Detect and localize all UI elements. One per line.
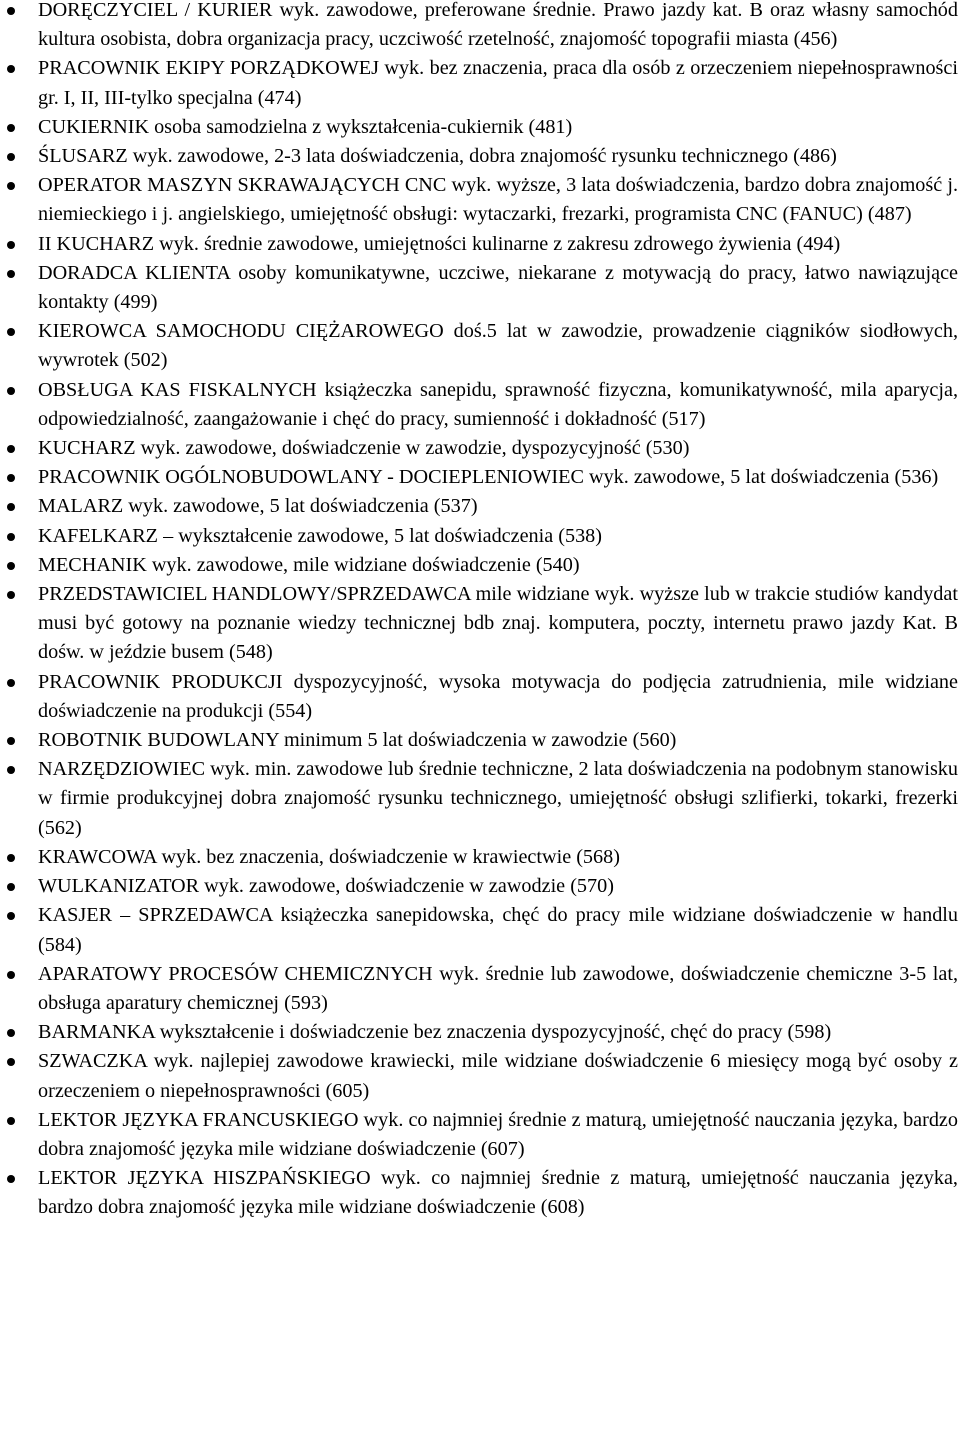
bullet-icon bbox=[7, 387, 15, 395]
list-item bbox=[0, 843, 960, 872]
job-description: wyk. bez znaczenia, praca dla osób z orzeczeniem niepełnosprawności gr. I, II, III-tylko specjalna (474) bbox=[38, 57, 958, 109]
bullet-icon bbox=[7, 241, 15, 249]
job-title: PRACOWNIK OGÓLNOBUDOWLANY - DOCIEPLENIOWIEC bbox=[38, 466, 584, 489]
list-item bbox=[0, 726, 960, 755]
bullet-icon bbox=[7, 1058, 15, 1066]
job-description: wyk. zawodowe, 5 lat doświadczenia (537) bbox=[123, 495, 478, 518]
list-item bbox=[0, 551, 960, 580]
job-description: wyk. najlepiej zawodowe krawiecki, mile widziane doświadczenie 6 miesięcy mogą być osoby z orzeczeniem o niepełnosprawności (605) bbox=[38, 1050, 958, 1102]
job-title: KUCHARZ bbox=[38, 437, 136, 460]
list-item bbox=[0, 755, 960, 843]
job-title: PRACOWNIK EKIPY PORZĄDKOWEJ bbox=[38, 57, 379, 80]
list-item bbox=[0, 0, 960, 54]
job-description: osoba samodzielna z wykształcenia-cukiernik (481) bbox=[149, 115, 573, 138]
job-title: KIEROWCA SAMOCHODU CIĘŻAROWEGO bbox=[38, 320, 444, 343]
list-item bbox=[0, 54, 960, 112]
job-description: wyk. bez znaczenia, doświadczenie w krawiectwie (568) bbox=[156, 845, 620, 868]
job-description: wyk. średnie zawodowe, umiejętności kulinarne z zakresu zdrowego żywienia (494) bbox=[154, 232, 841, 255]
list-item bbox=[0, 960, 960, 1018]
job-title: KAFELKARZ bbox=[38, 524, 159, 547]
job-description: – wykształcenie zawodowe, 5 lat doświadczenia (538) bbox=[158, 524, 602, 547]
job-title: LEKTOR JĘZYKA FRANCUSKIEGO bbox=[38, 1108, 359, 1131]
bullet-icon bbox=[7, 124, 15, 132]
list-item bbox=[0, 872, 960, 901]
bullet-icon bbox=[7, 503, 15, 511]
bullet-icon bbox=[7, 679, 15, 687]
job-title: SZWACZKA bbox=[38, 1050, 147, 1073]
bullet-icon bbox=[7, 445, 15, 453]
list-item bbox=[0, 317, 960, 375]
bullet-icon bbox=[7, 533, 15, 541]
bullet-icon bbox=[7, 591, 15, 599]
job-description: wyk. zawodowe, preferowane średnie. Prawo jazdy kat. B oraz własny samochód kultura osobista, dobra organizacja pracy, uczciwość rzetelność, znajomość topografii miasta (456) bbox=[38, 0, 958, 51]
job-title: MALARZ bbox=[38, 495, 124, 518]
list-item bbox=[0, 580, 960, 668]
bullet-icon bbox=[7, 737, 15, 745]
job-title: CUKIERNIK bbox=[38, 115, 150, 138]
job-title: II KUCHARZ bbox=[38, 232, 155, 255]
job-title: NARZĘDZIOWIEC bbox=[38, 758, 206, 781]
bullet-icon bbox=[7, 854, 15, 862]
job-description: osoby komunikatywne, uczciwe, niekarane z motywacją do pracy, łatwo nawiązujące kontakty (499) bbox=[38, 261, 958, 314]
job-title: KASJER – SPRZEDAWCA bbox=[38, 904, 273, 927]
job-title: WULKANIZATOR bbox=[38, 875, 200, 898]
list-item bbox=[0, 463, 960, 492]
bullet-icon bbox=[7, 7, 15, 15]
list-item bbox=[0, 668, 960, 726]
bullet-icon bbox=[7, 912, 15, 920]
job-title: OBSŁUGA KAS FISKALNYCH bbox=[38, 378, 317, 401]
list-item bbox=[0, 171, 960, 229]
list-item bbox=[0, 434, 960, 463]
bullet-icon bbox=[7, 562, 15, 570]
job-description: książeczka sanepidu, sprawność fizyczna, komunikatywność, mila aparycja, odpowiedzialność, zaangażowanie i chęć do pracy, sumienność i dokładność (517) bbox=[38, 378, 958, 430]
job-title: LEKTOR JĘZYKA HISZPAŃSKIEGO bbox=[38, 1167, 371, 1190]
list-item bbox=[0, 1106, 960, 1164]
bullet-icon bbox=[7, 474, 15, 482]
job-title: PRACOWNIK PRODUKCJI bbox=[38, 670, 283, 693]
list-item bbox=[0, 1164, 960, 1222]
bullet-icon bbox=[7, 883, 15, 891]
job-description: wykształcenie i doświadczenie bez znaczenia dyspozycyjność, chęć do pracy (598) bbox=[154, 1021, 832, 1044]
job-description: wyk. co najmniej średnie z maturą, umiejętność nauczania języka, bardzo dobra znajomość języka mile widziane doświadczenie (607) bbox=[38, 1108, 958, 1160]
bullet-icon bbox=[7, 328, 15, 336]
bullet-icon bbox=[7, 182, 15, 190]
job-description: wyk. wyższe, 3 lata doświadczenia, bardzo dobra znajomość j. niemieckiego i j. angielskiego, umiejętność obsługi: wytaczarki, frezarki, programista CNC (FANUC) (487) bbox=[38, 174, 958, 226]
job-description: książeczka sanepidowska, chęć do pracy mile widziane doświadczenie w handlu (584) bbox=[38, 904, 958, 956]
bullet-icon bbox=[7, 270, 15, 278]
list-item bbox=[0, 901, 960, 959]
job-title: APARATOWY PROCESÓW CHEMICZNYCH bbox=[38, 962, 433, 985]
list-item bbox=[0, 376, 960, 434]
job-description: wyk. średnie lub zawodowe, doświadczenie chemiczne 3-5 lat, obsługa aparatury chemicznej (593) bbox=[38, 962, 958, 1014]
job-description: mile widziane wyk. wyższe lub w trakcie studiów kandydat musi być gotowy na poznanie wiedzy technicznej bdb znaj. komputera, poczty, internetu prawo jazdy Kat. B dośw. w jeździe busem (548) bbox=[38, 583, 958, 664]
list-item bbox=[0, 230, 960, 259]
job-description: wyk. zawodowe, doświadczenie w zawodzie, dyspozycyjność (530) bbox=[135, 437, 690, 460]
job-title: MECHANIK bbox=[38, 553, 147, 576]
job-title: ROBOTNIK BUDOWLANY bbox=[38, 729, 279, 752]
bullet-icon bbox=[7, 1175, 15, 1183]
job-description: wyk. min. zawodowe lub średnie techniczne, 2 lata doświadczenia na podobnym stanowisku w firmie produkcyjnej dobra znajomość rysunku technicznego, umiejętność obsługi szlifierki, tokarki, frezerki (562) bbox=[38, 758, 958, 839]
job-title: OPERATOR MASZYN SKRAWAJĄCYCH CNC bbox=[38, 174, 447, 197]
job-description: wyk. zawodowe, mile widziane doświadczenie (540) bbox=[146, 553, 580, 576]
list-item bbox=[0, 492, 960, 521]
bullet-icon bbox=[7, 971, 15, 979]
bullet-icon bbox=[7, 766, 15, 774]
job-description: wyk. zawodowe, 2-3 lata doświadczenia, dobra znajomość rysunku technicznego (486) bbox=[127, 145, 837, 168]
job-title: KRAWCOWA bbox=[38, 845, 157, 868]
list-item bbox=[0, 522, 960, 551]
job-description: wyk. co najmniej średnie z maturą, umiejętność nauczania języka, bardzo dobra znajomość języka mile widziane doświadczenie (608) bbox=[38, 1167, 958, 1219]
job-title: DORADCA KLIENTA bbox=[38, 261, 230, 284]
job-title: DORĘCZYCIEL / KURIER bbox=[38, 0, 273, 21]
job-description: dyspozycyjność, wysoka motywacja do podjęcia zatrudnienia, mile widziane doświadczenie na produkcji (554) bbox=[38, 670, 958, 722]
job-title: BARMANKA bbox=[38, 1021, 155, 1044]
job-description: wyk. zawodowe, 5 lat doświadczenia (536) bbox=[583, 466, 939, 489]
bullet-icon bbox=[7, 1117, 15, 1125]
list-item bbox=[0, 1047, 960, 1105]
bullet-icon bbox=[7, 153, 15, 161]
bullet-icon bbox=[7, 1029, 15, 1037]
job-title: ŚLUSARZ bbox=[38, 145, 128, 168]
list-item bbox=[0, 142, 960, 171]
job-title: PRZEDSTAWICIEL HANDLOWY/SPRZEDAWCA bbox=[38, 583, 471, 606]
list-item bbox=[0, 1018, 960, 1047]
job-description: doś.5 lat w zawodzie, prowadzenie ciągników siodłowych, wywrotek (502) bbox=[38, 320, 958, 372]
job-description: wyk. zawodowe, doświadczenie w zawodzie (570) bbox=[199, 875, 614, 898]
job-description: minimum 5 lat doświadczenia w zawodzie (560) bbox=[278, 729, 677, 752]
list-item bbox=[0, 259, 960, 317]
bullet-icon bbox=[7, 65, 15, 73]
list-item bbox=[0, 113, 960, 142]
